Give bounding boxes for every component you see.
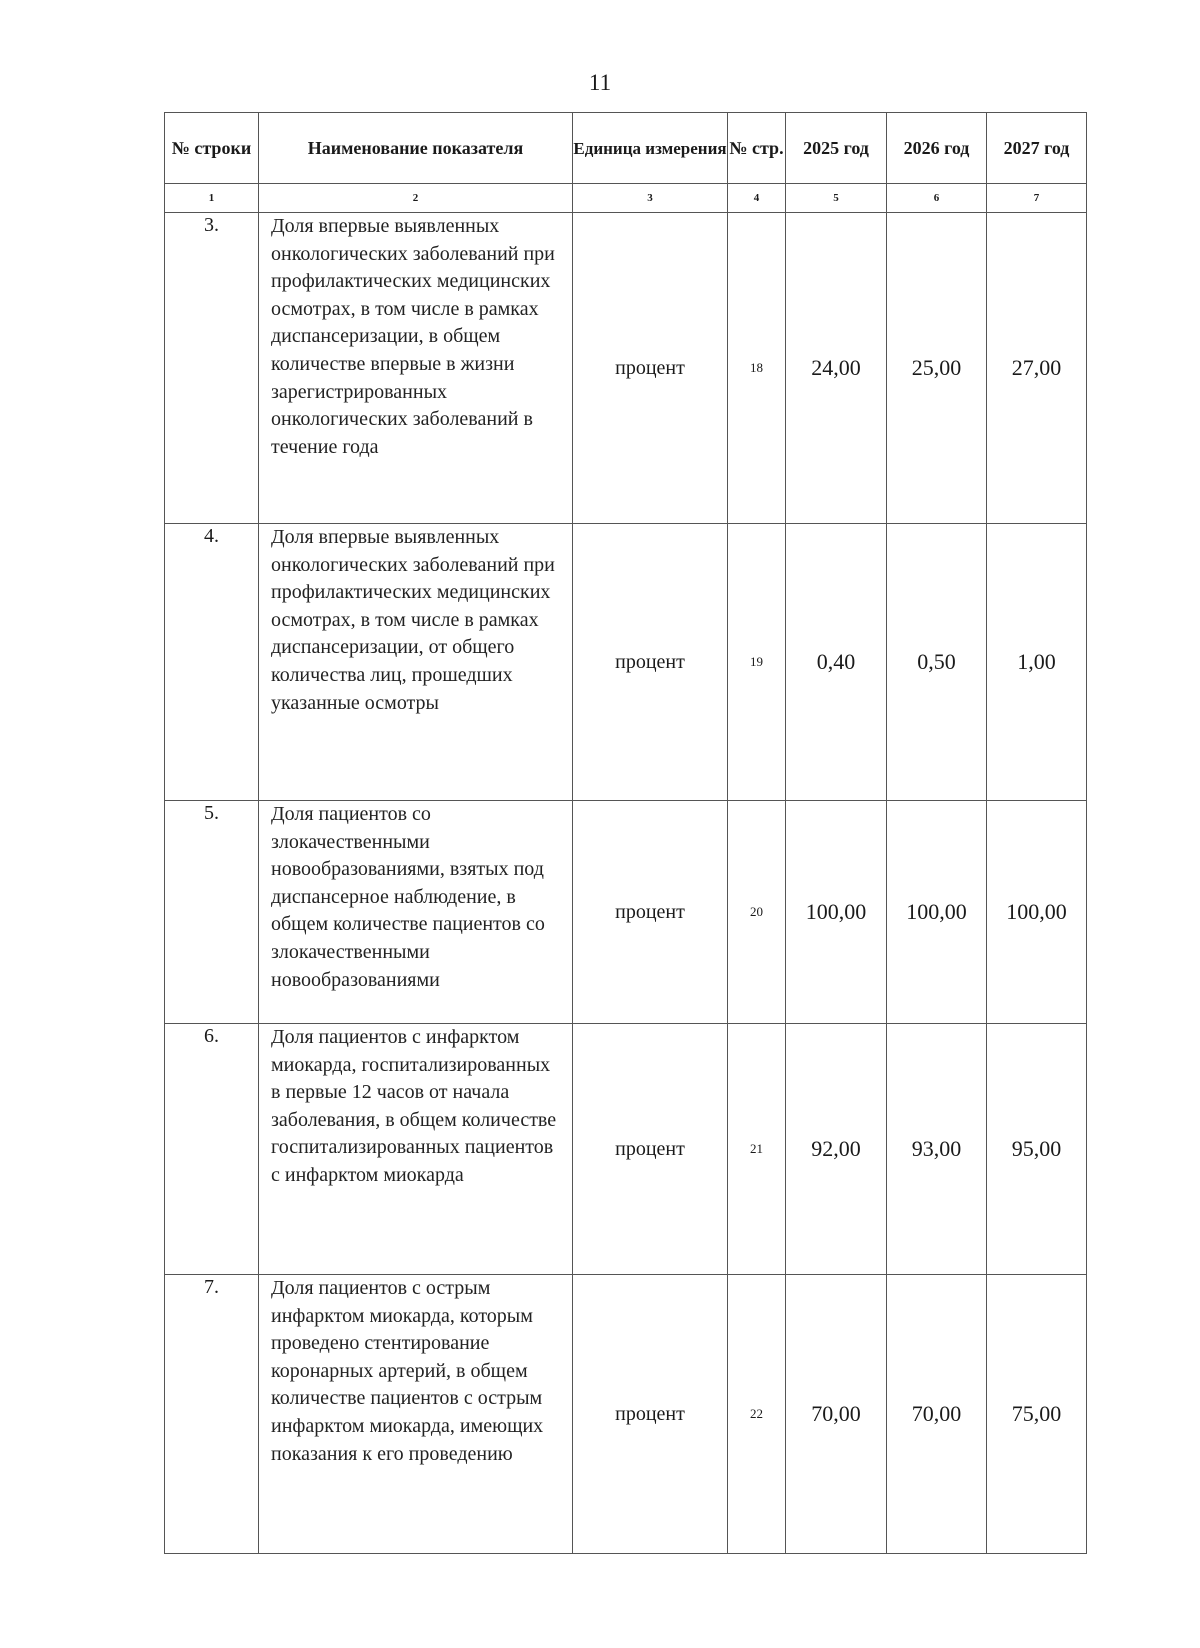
header-page: № стр.	[728, 113, 786, 184]
row-number: 3.	[165, 213, 259, 524]
column-number: 1	[165, 184, 259, 213]
value-2027: 95,00	[987, 1024, 1087, 1275]
table-header-row	[165, 113, 1087, 184]
unit-cell: процент	[573, 1275, 728, 1554]
table-row	[165, 213, 1087, 524]
indicator-name: Доля впервые выявленных онкологических заболеваний при профилактических медицинских осмотрах, в том числе в рамках диспансеризации, в общем количестве впервые в жизни зарегистрированных онкологических заболеваний в течение года	[259, 213, 573, 524]
value-2025: 100,00	[786, 801, 887, 1024]
column-number: 2	[259, 184, 573, 213]
column-number: 7	[987, 184, 1087, 213]
unit-cell: процент	[573, 801, 728, 1024]
table-row	[165, 524, 1087, 801]
unit-cell: процент	[573, 1024, 728, 1275]
header-year-2026: 2026 год	[887, 113, 987, 184]
row-number: 7.	[165, 1275, 259, 1554]
page-cell: 18	[728, 213, 786, 524]
value-2026: 93,00	[887, 1024, 987, 1275]
value-2026: 100,00	[887, 801, 987, 1024]
header-indicator-name: Наименование показателя	[259, 113, 573, 184]
value-2025: 92,00	[786, 1024, 887, 1275]
header-year-2027: 2027 год	[987, 113, 1087, 184]
column-number: 3	[573, 184, 728, 213]
indicators-table	[164, 112, 1087, 1554]
unit-cell: процент	[573, 213, 728, 524]
value-2026: 0,50	[887, 524, 987, 801]
row-number: 5.	[165, 801, 259, 1024]
row-number: 4.	[165, 524, 259, 801]
table-row	[165, 1275, 1087, 1554]
indicator-name: Доля пациентов с инфарктом миокарда, госпитализированных в первые 12 часов от начала заболевания, в общем количестве госпитализированных пациентов с инфарктом миокарда	[259, 1024, 573, 1275]
value-2027: 75,00	[987, 1275, 1087, 1554]
page-number: 11	[588, 70, 612, 95]
table-row	[165, 1024, 1087, 1275]
row-number: 6.	[165, 1024, 259, 1275]
unit-cell: процент	[573, 524, 728, 801]
value-2027: 27,00	[987, 213, 1087, 524]
value-2025: 0,40	[786, 524, 887, 801]
header-row-number: № строки	[165, 113, 259, 184]
value-2027: 100,00	[987, 801, 1087, 1024]
table-row	[165, 801, 1087, 1024]
indicator-name: Доля пациентов со злокачественными новообразованиями, взятых под диспансерное наблюдение, в общем количестве пациентов со злокачественными новообразованиями	[259, 801, 573, 1024]
column-number: 5	[786, 184, 887, 213]
indicator-name: Доля пациентов с острым инфарктом миокарда, которым проведено стентирование коронарных артерий, в общем количестве пациентов с острым инфарктом миокарда, имеющих показания к его проведению	[259, 1275, 573, 1554]
header-year-2025: 2025 год	[786, 113, 887, 184]
value-2026: 70,00	[887, 1275, 987, 1554]
column-number: 4	[728, 184, 786, 213]
value-2026: 25,00	[887, 213, 987, 524]
page-cell: 20	[728, 801, 786, 1024]
page-cell: 21	[728, 1024, 786, 1275]
value-2027: 1,00	[987, 524, 1087, 801]
column-numbers-row	[165, 184, 1087, 213]
page-cell: 19	[728, 524, 786, 801]
page-cell: 22	[728, 1275, 786, 1554]
value-2025: 24,00	[786, 213, 887, 524]
indicator-name: Доля впервые выявленных онкологических заболеваний при профилактических медицинских осмотрах, в том числе в рамках диспансеризации, от общего количества лиц, прошедших указанные осмотры	[259, 524, 573, 801]
header-unit: Единица измерения	[573, 113, 728, 184]
value-2025: 70,00	[786, 1275, 887, 1554]
column-number: 6	[887, 184, 987, 213]
